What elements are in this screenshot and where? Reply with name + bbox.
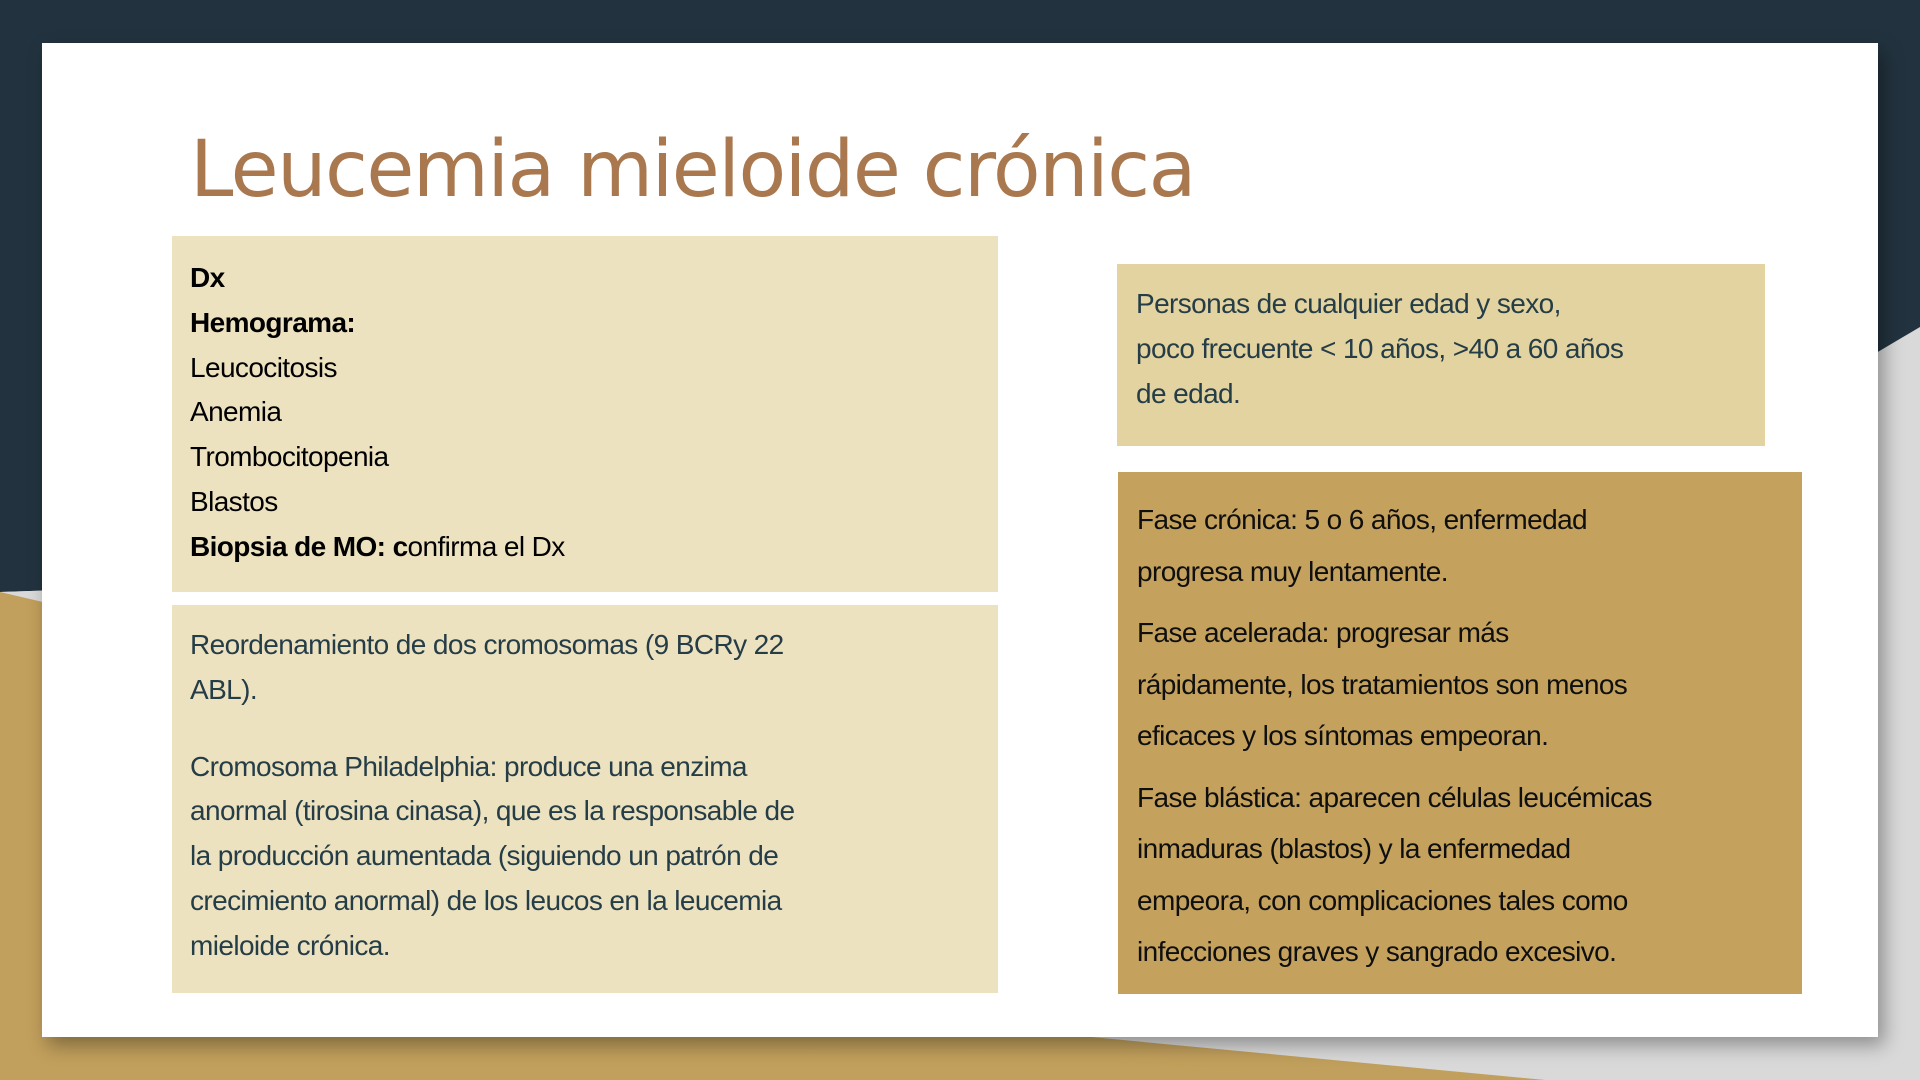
biopsy-text: onfirma el Dx bbox=[407, 530, 565, 562]
text-line: eficaces y los síntomas empeoran. bbox=[1137, 720, 1549, 751]
finding-item: Trombocitopenia bbox=[190, 441, 389, 473]
dx-heading: Dx bbox=[190, 262, 225, 293]
text-line: Reordenamiento de dos cromosomas (9 BCRy 22 bbox=[190, 629, 784, 660]
phase-blastic bbox=[1137, 772, 1783, 978]
text-line: de edad. bbox=[1136, 377, 1241, 409]
finding-item: Anemia bbox=[190, 396, 282, 428]
slide bbox=[42, 43, 1878, 1037]
text-line: Cromosoma Philadelphia: produce una enzima bbox=[190, 750, 747, 782]
text-line: inmaduras (blastos) y la enfermedad bbox=[1137, 833, 1571, 864]
epidemiology-box bbox=[1117, 264, 1765, 446]
genetics-box bbox=[172, 605, 998, 993]
text-line: anormal (tirosina cinasa), que es la responsable de bbox=[190, 795, 795, 827]
text-line: mieloide crónica. bbox=[190, 929, 390, 961]
hemograma-label: Hemograma: bbox=[190, 306, 356, 338]
text-line: Fase acelerada: progresar más bbox=[1137, 617, 1509, 648]
text-line: Personas de cualquier edad y sexo, bbox=[1136, 288, 1561, 319]
text-line: crecimiento anormal) de los leucos en la leucemia bbox=[190, 884, 782, 916]
finding-item: Blastos bbox=[190, 485, 278, 517]
phases-box bbox=[1118, 472, 1802, 994]
text-line: progresa muy lentamente. bbox=[1137, 555, 1448, 587]
text-line: Fase blástica: aparecen células leucémicas bbox=[1137, 781, 1652, 813]
genetics-paragraph bbox=[190, 745, 980, 969]
phase-accelerated bbox=[1137, 607, 1783, 762]
text-line: la producción aumentada (siguiendo un patrón de bbox=[190, 840, 779, 872]
text-line: poco frecuente < 10 años, >40 a 60 años bbox=[1136, 332, 1624, 364]
text-line: Fase crónica: 5 o 6 años, enfermedad bbox=[1137, 504, 1588, 535]
text-line: ABL). bbox=[190, 673, 258, 705]
text-line: infecciones graves y sangrado excesivo. bbox=[1137, 936, 1617, 967]
genetics-paragraph bbox=[190, 623, 980, 713]
diagnosis-box bbox=[172, 236, 998, 592]
finding-item: Leucocitosis bbox=[190, 351, 337, 383]
phase-chronic bbox=[1137, 494, 1783, 597]
text-line: empeora, con complicaciones tales como bbox=[1137, 884, 1628, 916]
biopsy-line bbox=[190, 525, 980, 570]
text-line: rápidamente, los tratamientos son menos bbox=[1137, 668, 1628, 700]
slide-title: Leucemia mieloide crónica bbox=[190, 125, 1195, 215]
biopsy-label: Biopsia de MO: c bbox=[190, 530, 408, 562]
